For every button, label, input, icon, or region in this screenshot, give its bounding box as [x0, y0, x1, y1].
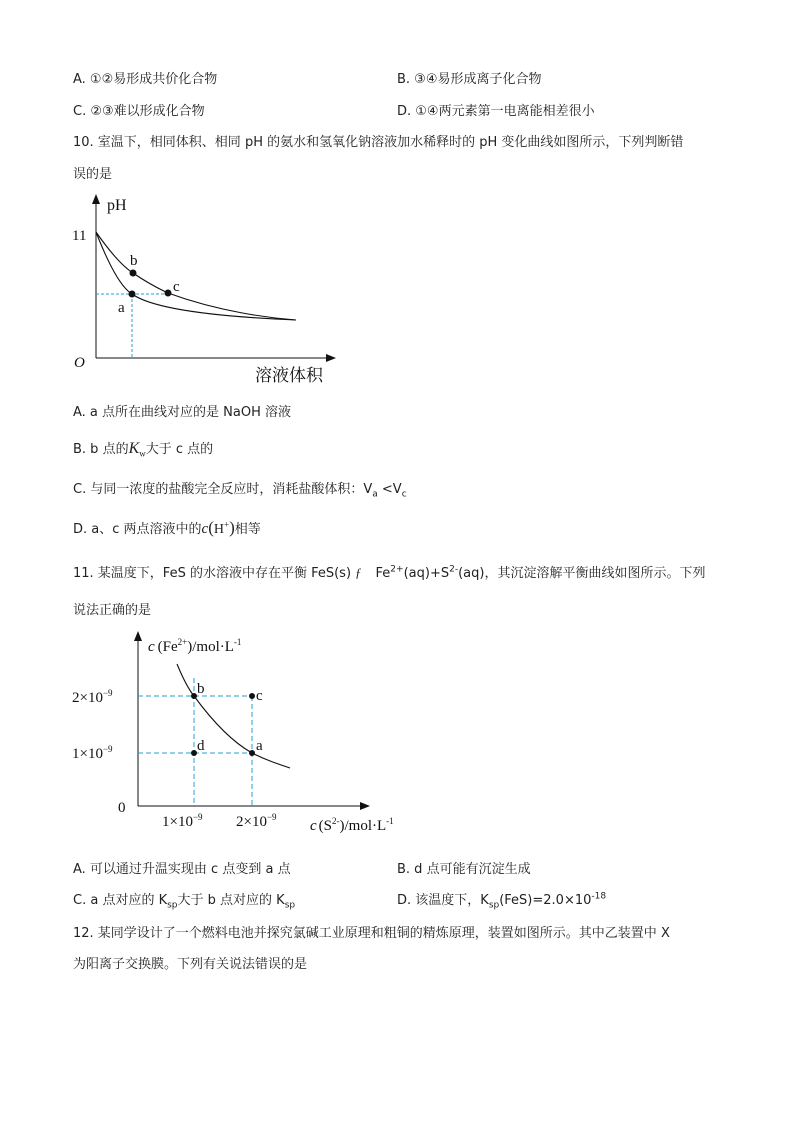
- q10-point-c-label: c: [173, 279, 180, 295]
- q10-y-tick-11: 11: [72, 228, 87, 244]
- q11-point-a-label: a: [256, 738, 263, 754]
- q11-option-b: B. d 点可能有沉淀生成: [397, 862, 531, 877]
- q11-stem-fe: Fe: [375, 566, 391, 581]
- q10-option-b: [73, 438, 213, 459]
- q11-solubility-chart: [66, 626, 426, 838]
- q11-y-label: c $(Fe^{2+})/mol\cdot L^{-1}$: [148, 637, 242, 655]
- q10-origin: O: [74, 355, 85, 371]
- q10-curve-naoh: [96, 232, 296, 320]
- q10-option-d-suffix: 相等: [234, 522, 261, 537]
- q11-point-b-label: b: [197, 681, 205, 697]
- q11-x-tick-2e-9: $2\times 10^{-9}$: [236, 812, 277, 830]
- q11-option-a: A. 可以通过升温实现由 c 点变到 a 点: [73, 862, 291, 877]
- q10-option-b-prefix: B. b 点的: [73, 442, 129, 457]
- q11-x-label: c $(S^{2-})/mol\cdot L^{-1}$: [310, 816, 394, 834]
- q10-stem-line2: 误的是: [73, 167, 113, 182]
- q10-option-c-sub-c: c: [401, 489, 407, 500]
- q10-option-b-k: K: [128, 440, 140, 457]
- q10-point-c: [165, 290, 172, 297]
- q10-option-b-w: w: [139, 448, 146, 459]
- q11-x-axis-arrow: [360, 802, 370, 810]
- q11-option-c-sp1: sp: [167, 900, 178, 911]
- q10-point-b: [130, 270, 137, 277]
- q11-option-c-prefix: C. a 点对应的 K: [73, 893, 168, 908]
- q11-option-d-exp: -18: [591, 891, 607, 902]
- q11-option-c-mid: 大于 b 点对应的 K: [177, 893, 285, 908]
- q11-y-axis-arrow: [134, 631, 142, 641]
- q11-option-c-sp2: sp: [284, 900, 296, 911]
- q11-x-tick-1e-9: $1\times 10^{-9}$: [162, 812, 203, 830]
- q11-y-tick-2e-9: $2\times 10^{-9}$: [72, 688, 113, 706]
- q11-stem-s-charge: 2-: [449, 564, 459, 575]
- q11-y-tick-1e-9: $1\times 10^{-9}$: [72, 744, 113, 762]
- q11-option-d: [397, 889, 606, 911]
- q11-stem-line1: [73, 562, 705, 581]
- q11-option-d-prefix: D. 该温度下，K: [397, 893, 489, 908]
- q10-option-d-prefix: D. a、c 两点溶液中的: [73, 522, 202, 537]
- q10-option-d-h: H: [213, 522, 224, 537]
- q11-point-a: [249, 750, 255, 756]
- q11-point-c-label: c: [256, 688, 263, 704]
- q10-x-label: 溶液体积: [255, 366, 323, 386]
- q9-option-b: B. ③④易形成离子化合物: [397, 72, 542, 87]
- q10-option-d: D. a、c 两点溶液中的c(H+)相等: [73, 518, 261, 537]
- q11-stem-prefix: 11. 某温度下，FeS 的水溶液中存在平衡 FeS(s): [73, 566, 352, 581]
- q10-point-b-label: b: [130, 253, 138, 269]
- q11-stem-fe-charge: 2+: [390, 564, 404, 575]
- q10-ph-dilution-chart: [70, 190, 350, 390]
- q11-stem-suffix: (aq)，其沉淀溶解平衡曲线如图所示。下列: [458, 566, 706, 581]
- q11-stem-mid: (aq)+S: [403, 566, 450, 581]
- q12-stem-line1: 12. 某同学设计了一个燃料电池并探究氯碱工业原理和粗铜的精炼原理，装置如图所示。其中乙装置中 X: [73, 926, 670, 941]
- q10-option-b-suffix: 大于 c 点的: [145, 442, 214, 457]
- q10-option-d-plus: +: [224, 519, 230, 530]
- q11-option-d-sp: sp: [488, 900, 500, 911]
- q10-option-a: A. a 点所在曲线对应的是 NaOH 溶液: [73, 405, 291, 420]
- q10-option-c-mid: <V: [377, 482, 402, 497]
- q10-x-axis-arrow: [326, 354, 336, 362]
- q11-point-c: [249, 693, 255, 699]
- q10-y-axis-arrow: [92, 194, 100, 204]
- q10-point-a-label: a: [118, 300, 125, 316]
- q10-curve-ammonia: [96, 232, 296, 320]
- q11-option-d-mid: (FeS)=2.0×10: [499, 893, 592, 908]
- q10-option-d-c: c: [201, 521, 209, 537]
- q10-stem-line1: 10. 室温下，相同体积、相同 pH 的氨水和氢氧化钠溶液加水稀释时的 pH 变化曲线如图所示，下列判断错: [73, 135, 684, 150]
- q11-stem-line2: 说法正确的是: [73, 603, 152, 618]
- q12-stem-line2: 为阳离子交换膜。下列有关说法错误的是: [73, 957, 308, 972]
- q9-option-a: A. ①②易形成共价化合物: [73, 72, 218, 87]
- q10-option-c-sub-a: a: [372, 489, 378, 500]
- q10-option-c: [73, 478, 407, 500]
- q9-option-c: C. ②③难以形成化合物: [73, 104, 205, 119]
- q9-option-d: D. ①④两元素第一电离能相差很小: [397, 104, 595, 119]
- q10-option-c-prefix: C. 与同一浓度的盐酸完全反应时，消耗盐酸体积：V: [73, 482, 373, 497]
- q11-option-c: [73, 889, 295, 911]
- q11-equilibrium-symbol: ƒ: [355, 565, 362, 580]
- q11-origin: 0: [118, 800, 126, 816]
- q10-y-label: pH: [107, 197, 127, 214]
- q11-point-d-label: d: [197, 738, 205, 754]
- q10-point-a: [129, 291, 136, 298]
